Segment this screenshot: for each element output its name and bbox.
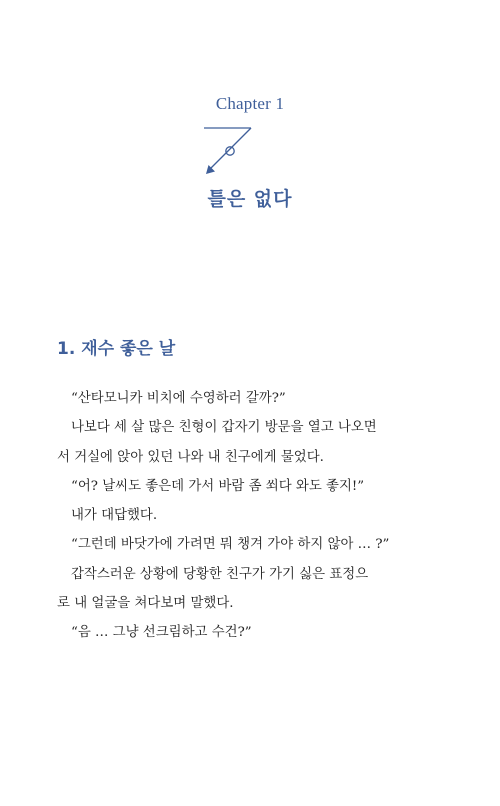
text-line: 갑작스러운 상황에 당황한 친구가 가기 싫은 표정으 (71, 566, 369, 582)
chapter-label: Chapter 1 (215, 94, 285, 113)
text-line: 로 내 얼굴을 쳐다보며 말했다. (57, 596, 234, 612)
section-heading: 1. 재수 좋은 날 (57, 339, 176, 359)
text-line: 나보다 세 살 많은 친형이 갑자기 방문을 열고 나오면 (71, 420, 377, 436)
chapter-title: 틀은 없다 (207, 188, 293, 210)
text-line: “그런데 바닷가에 가려면 뭐 챙겨 가야 하지 않아 … ?” (71, 537, 390, 553)
text-line: “음 … 그냥 선크림하고 수건?” (71, 625, 252, 641)
text-line: 서 거실에 앉아 있던 나와 내 친구에게 물었다. (57, 449, 324, 465)
arrow-and-circle-ornament-icon (200, 124, 260, 180)
body-text (57, 384, 457, 648)
text-line: “어? 날씨도 좋은데 가서 바람 좀 쐬다 와도 좋지!” (71, 478, 365, 494)
text-line: “산타모니카 비치에 수영하러 갈까?” (71, 391, 286, 406)
text-line: 내가 대답했다. (71, 508, 158, 524)
